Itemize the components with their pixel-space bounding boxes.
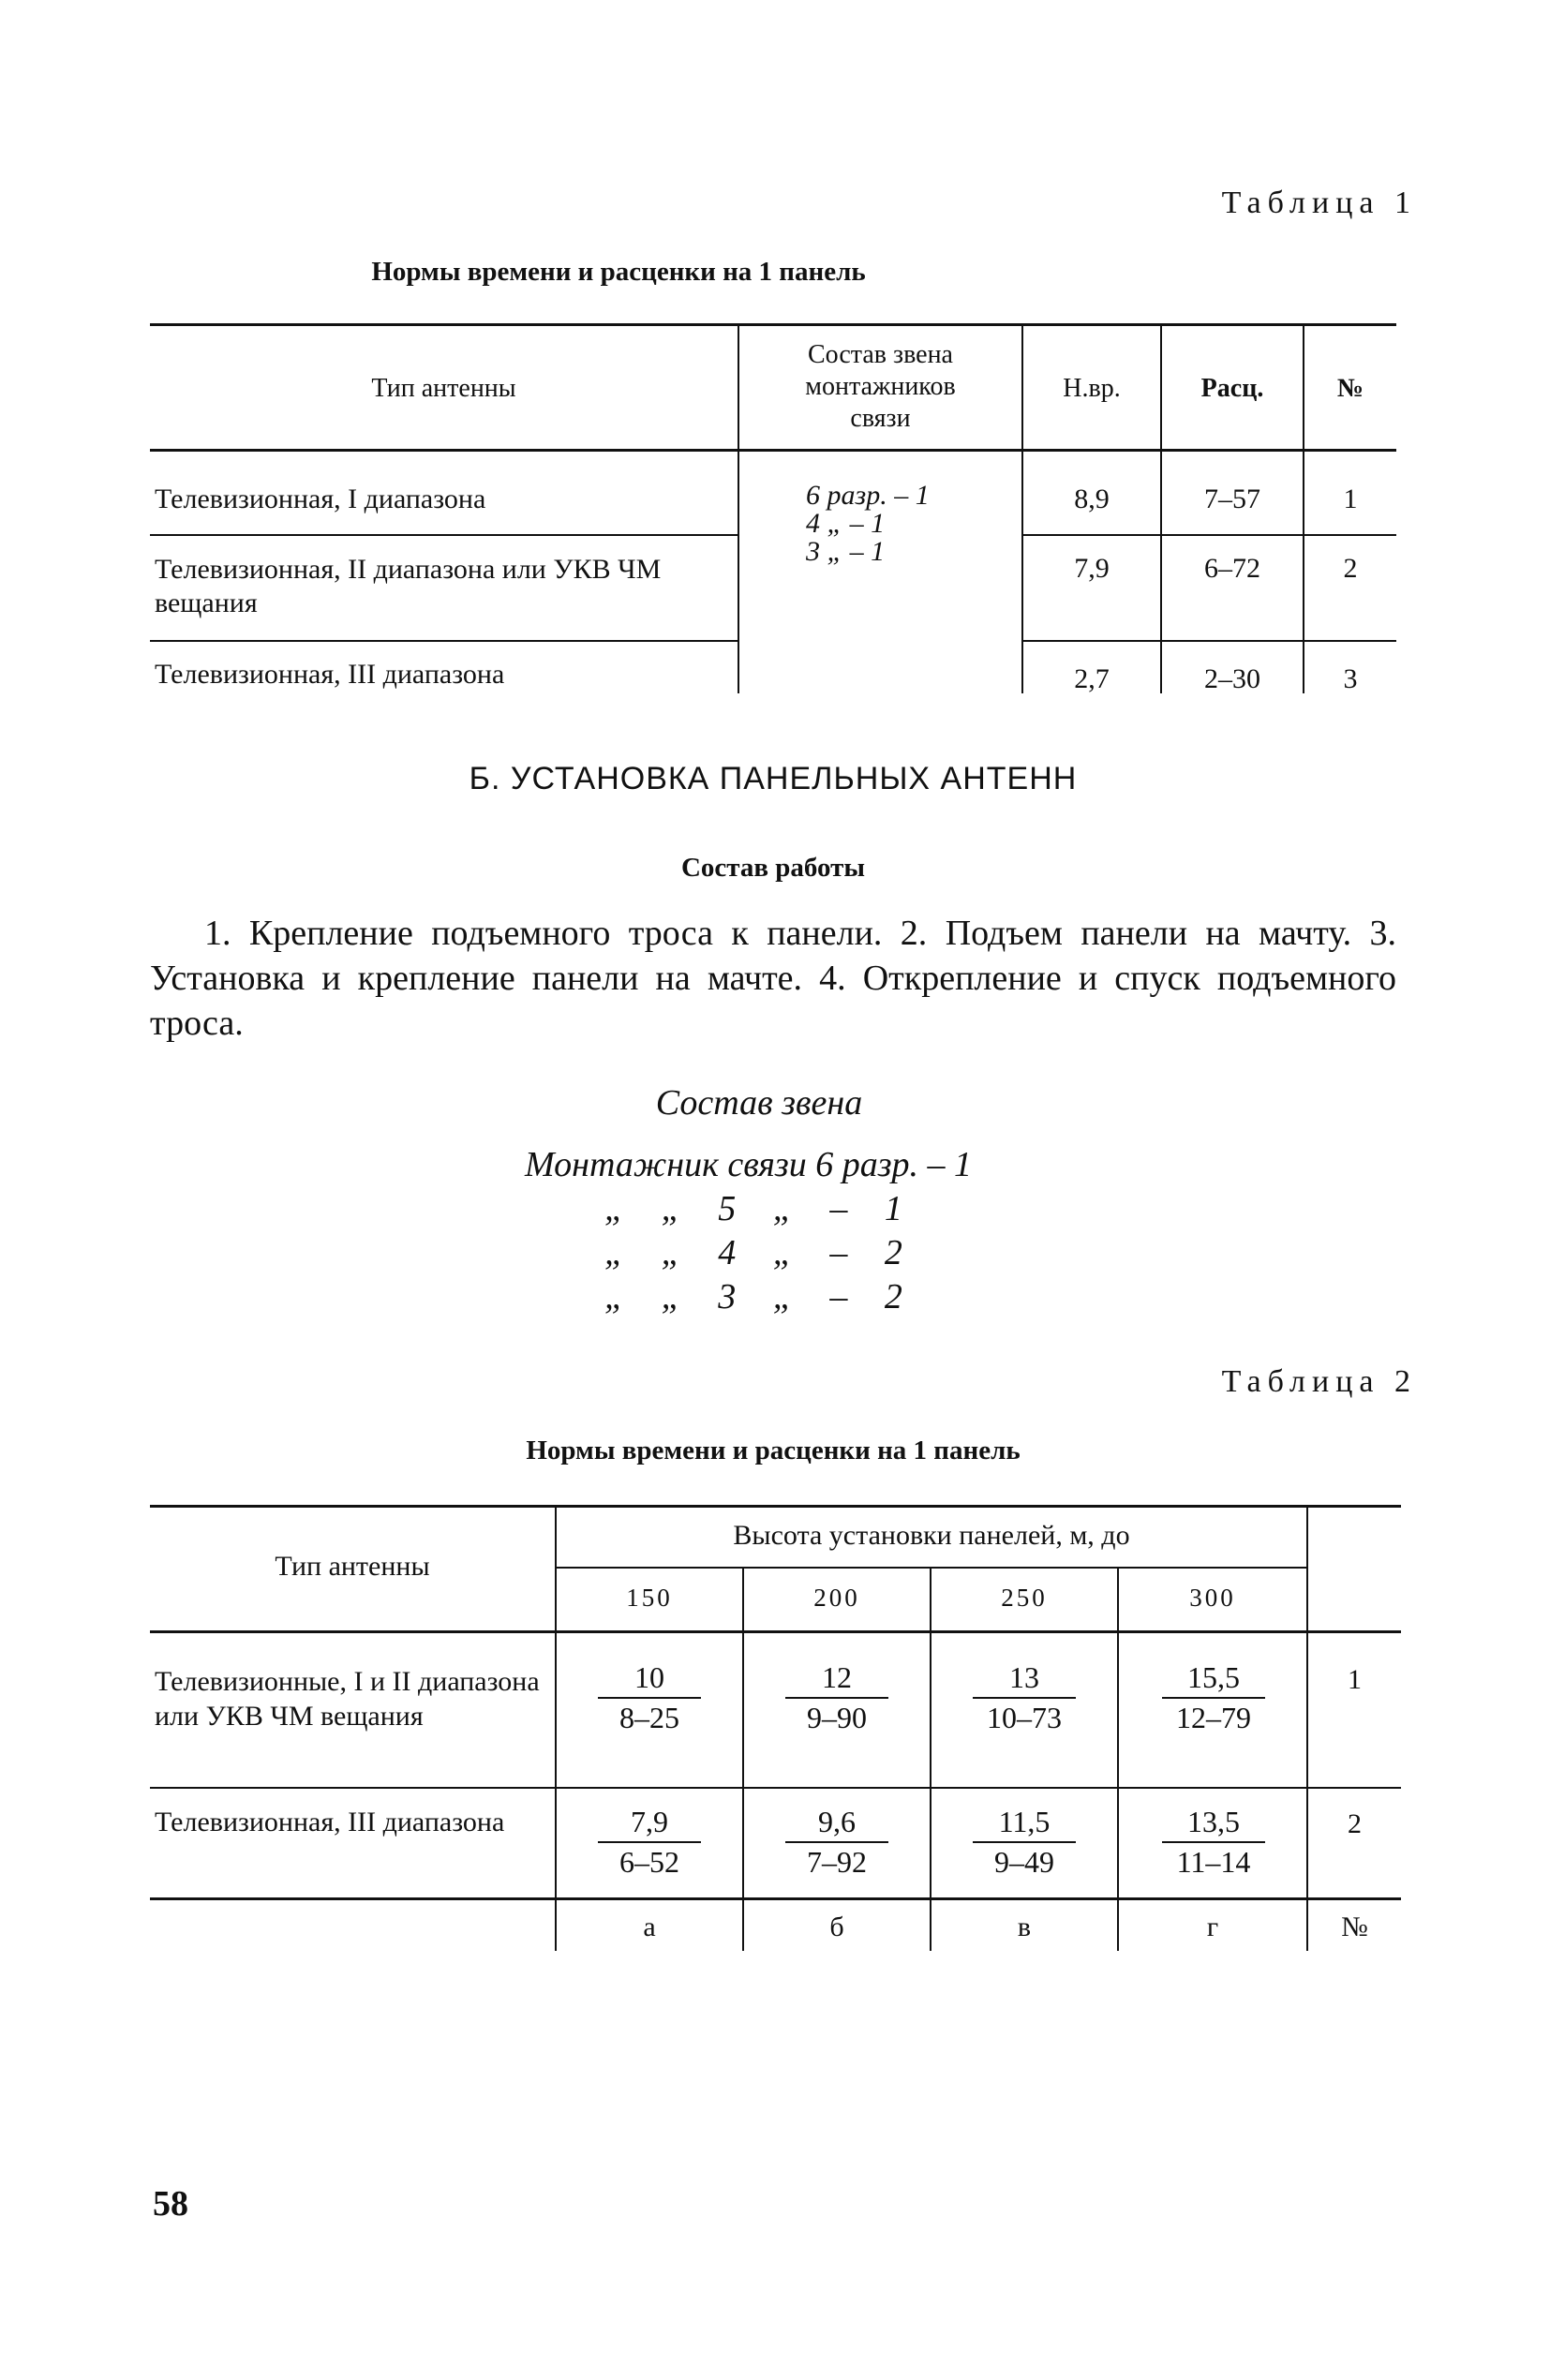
page-number: 58 — [153, 2184, 188, 2224]
crew-title: Состав звена — [655, 1083, 863, 1123]
table2-header-300: 300 — [1189, 1584, 1236, 1612]
table2-footer-num: № — [1341, 1911, 1368, 1942]
table1-row2-num: 2 — [1343, 553, 1358, 584]
table1-row1-norm: 8,9 — [1074, 483, 1110, 514]
table1-header-norm: Н.вр. — [1063, 374, 1121, 403]
table2-header-height: Высота установки панелей, м, до — [733, 1520, 1130, 1551]
table1-row3-norm: 2,7 — [1074, 663, 1110, 694]
table1-row3-num: 3 — [1343, 663, 1358, 694]
table2-row2-num: 2 — [1348, 1808, 1362, 1839]
table2-header-150: 150 — [626, 1584, 673, 1612]
table1-caption: Нормы времени и расценки на 1 панель — [371, 257, 866, 287]
section-title: Б. УСТАНОВКА ПАНЕЛЬНЫХ АНТЕНН — [469, 761, 1078, 796]
table2-header-250: 250 — [1001, 1584, 1048, 1612]
table2-row1-val-200: $\frac{12}{9-90}$ — [785, 1660, 888, 1735]
table1-row1-rate: 7–57 — [1204, 483, 1260, 514]
table2-row2-val-150: $\frac{7,9}{6-52}$ — [598, 1805, 701, 1880]
work-title: Состав работы — [680, 853, 866, 883]
table2-row2-type: Телевизионная, III диапазона — [155, 1807, 505, 1837]
table1-row2-type: Телевизионная, II диапазона или УКВ ЧМ вещания — [155, 554, 662, 618]
table2-label: Таблица 2 — [1221, 1364, 1417, 1399]
table1-row2-rate: 6–72 — [1204, 553, 1260, 584]
crew-line: „ „ 5 „ – 1 — [604, 1189, 902, 1228]
table2-row1-val-300: $\frac{15,5}{12-79}$ — [1162, 1660, 1265, 1735]
table1-row2-norm: 7,9 — [1074, 553, 1110, 584]
table1-row3-rate: 2–30 — [1204, 663, 1260, 694]
table1-label: Таблица 1 — [1221, 186, 1417, 220]
table1-header-crew: Состав звена монтажников связи — [805, 340, 956, 433]
crew-line: „ „ 3 „ – 2 — [604, 1277, 902, 1316]
table2-footer-g: г — [1206, 1911, 1219, 1942]
table1-crew-cell: 6 разр. – 1 4 „ – 1 3 „ – 1 — [806, 480, 930, 567]
table2-row1-type: Телевизионные, I и II диапазона или УКВ ЧМ вещания — [155, 1666, 540, 1732]
table2-footer-v: в — [1017, 1911, 1032, 1942]
table2-row1-num: 1 — [1348, 1664, 1362, 1695]
table1-header-type: Тип антенны — [371, 374, 516, 403]
table2-footer-b: б — [829, 1911, 844, 1942]
table1-row3-type: Телевизионная, III диапазона — [155, 659, 505, 690]
table2-row2-val-200: $\frac{9,6}{7-92}$ — [785, 1805, 888, 1880]
table2-footer-a: а — [643, 1911, 656, 1942]
crew-list — [525, 1143, 972, 1319]
table1-row1-type: Телевизионная, I диапазона — [155, 483, 486, 514]
table2-row1-val-150: $\frac{10}{8-25}$ — [598, 1660, 701, 1735]
table2-caption: Нормы времени и расценки на 1 панель — [526, 1435, 1021, 1465]
crew-line: „ „ 4 „ – 2 — [604, 1233, 902, 1272]
work-text: 1. Крепление подъемного троса к панели. 2. Подъем панели на мачту. 3. Установка и крепление панели на мачте. 4. Открепление и спуск подъемного троса. — [150, 914, 1396, 1043]
table2-row1-val-250: $\frac{13}{10-73}$ — [973, 1660, 1076, 1735]
table2-header-type: Тип антенны — [275, 1551, 430, 1582]
table2-row2-val-250: $\frac{11,5}{9-49}$ — [973, 1805, 1076, 1880]
table2-header-200: 200 — [813, 1584, 860, 1612]
table2-row2-val-300: $\frac{13,5}{11-14}$ — [1162, 1805, 1265, 1880]
table1-header-num: № — [1336, 374, 1364, 403]
table1-row1-num: 1 — [1343, 483, 1358, 514]
table1-header-rate: Расц. — [1200, 374, 1264, 403]
crew-line: Монтажник связи 6 разр. – 1 — [525, 1145, 973, 1184]
